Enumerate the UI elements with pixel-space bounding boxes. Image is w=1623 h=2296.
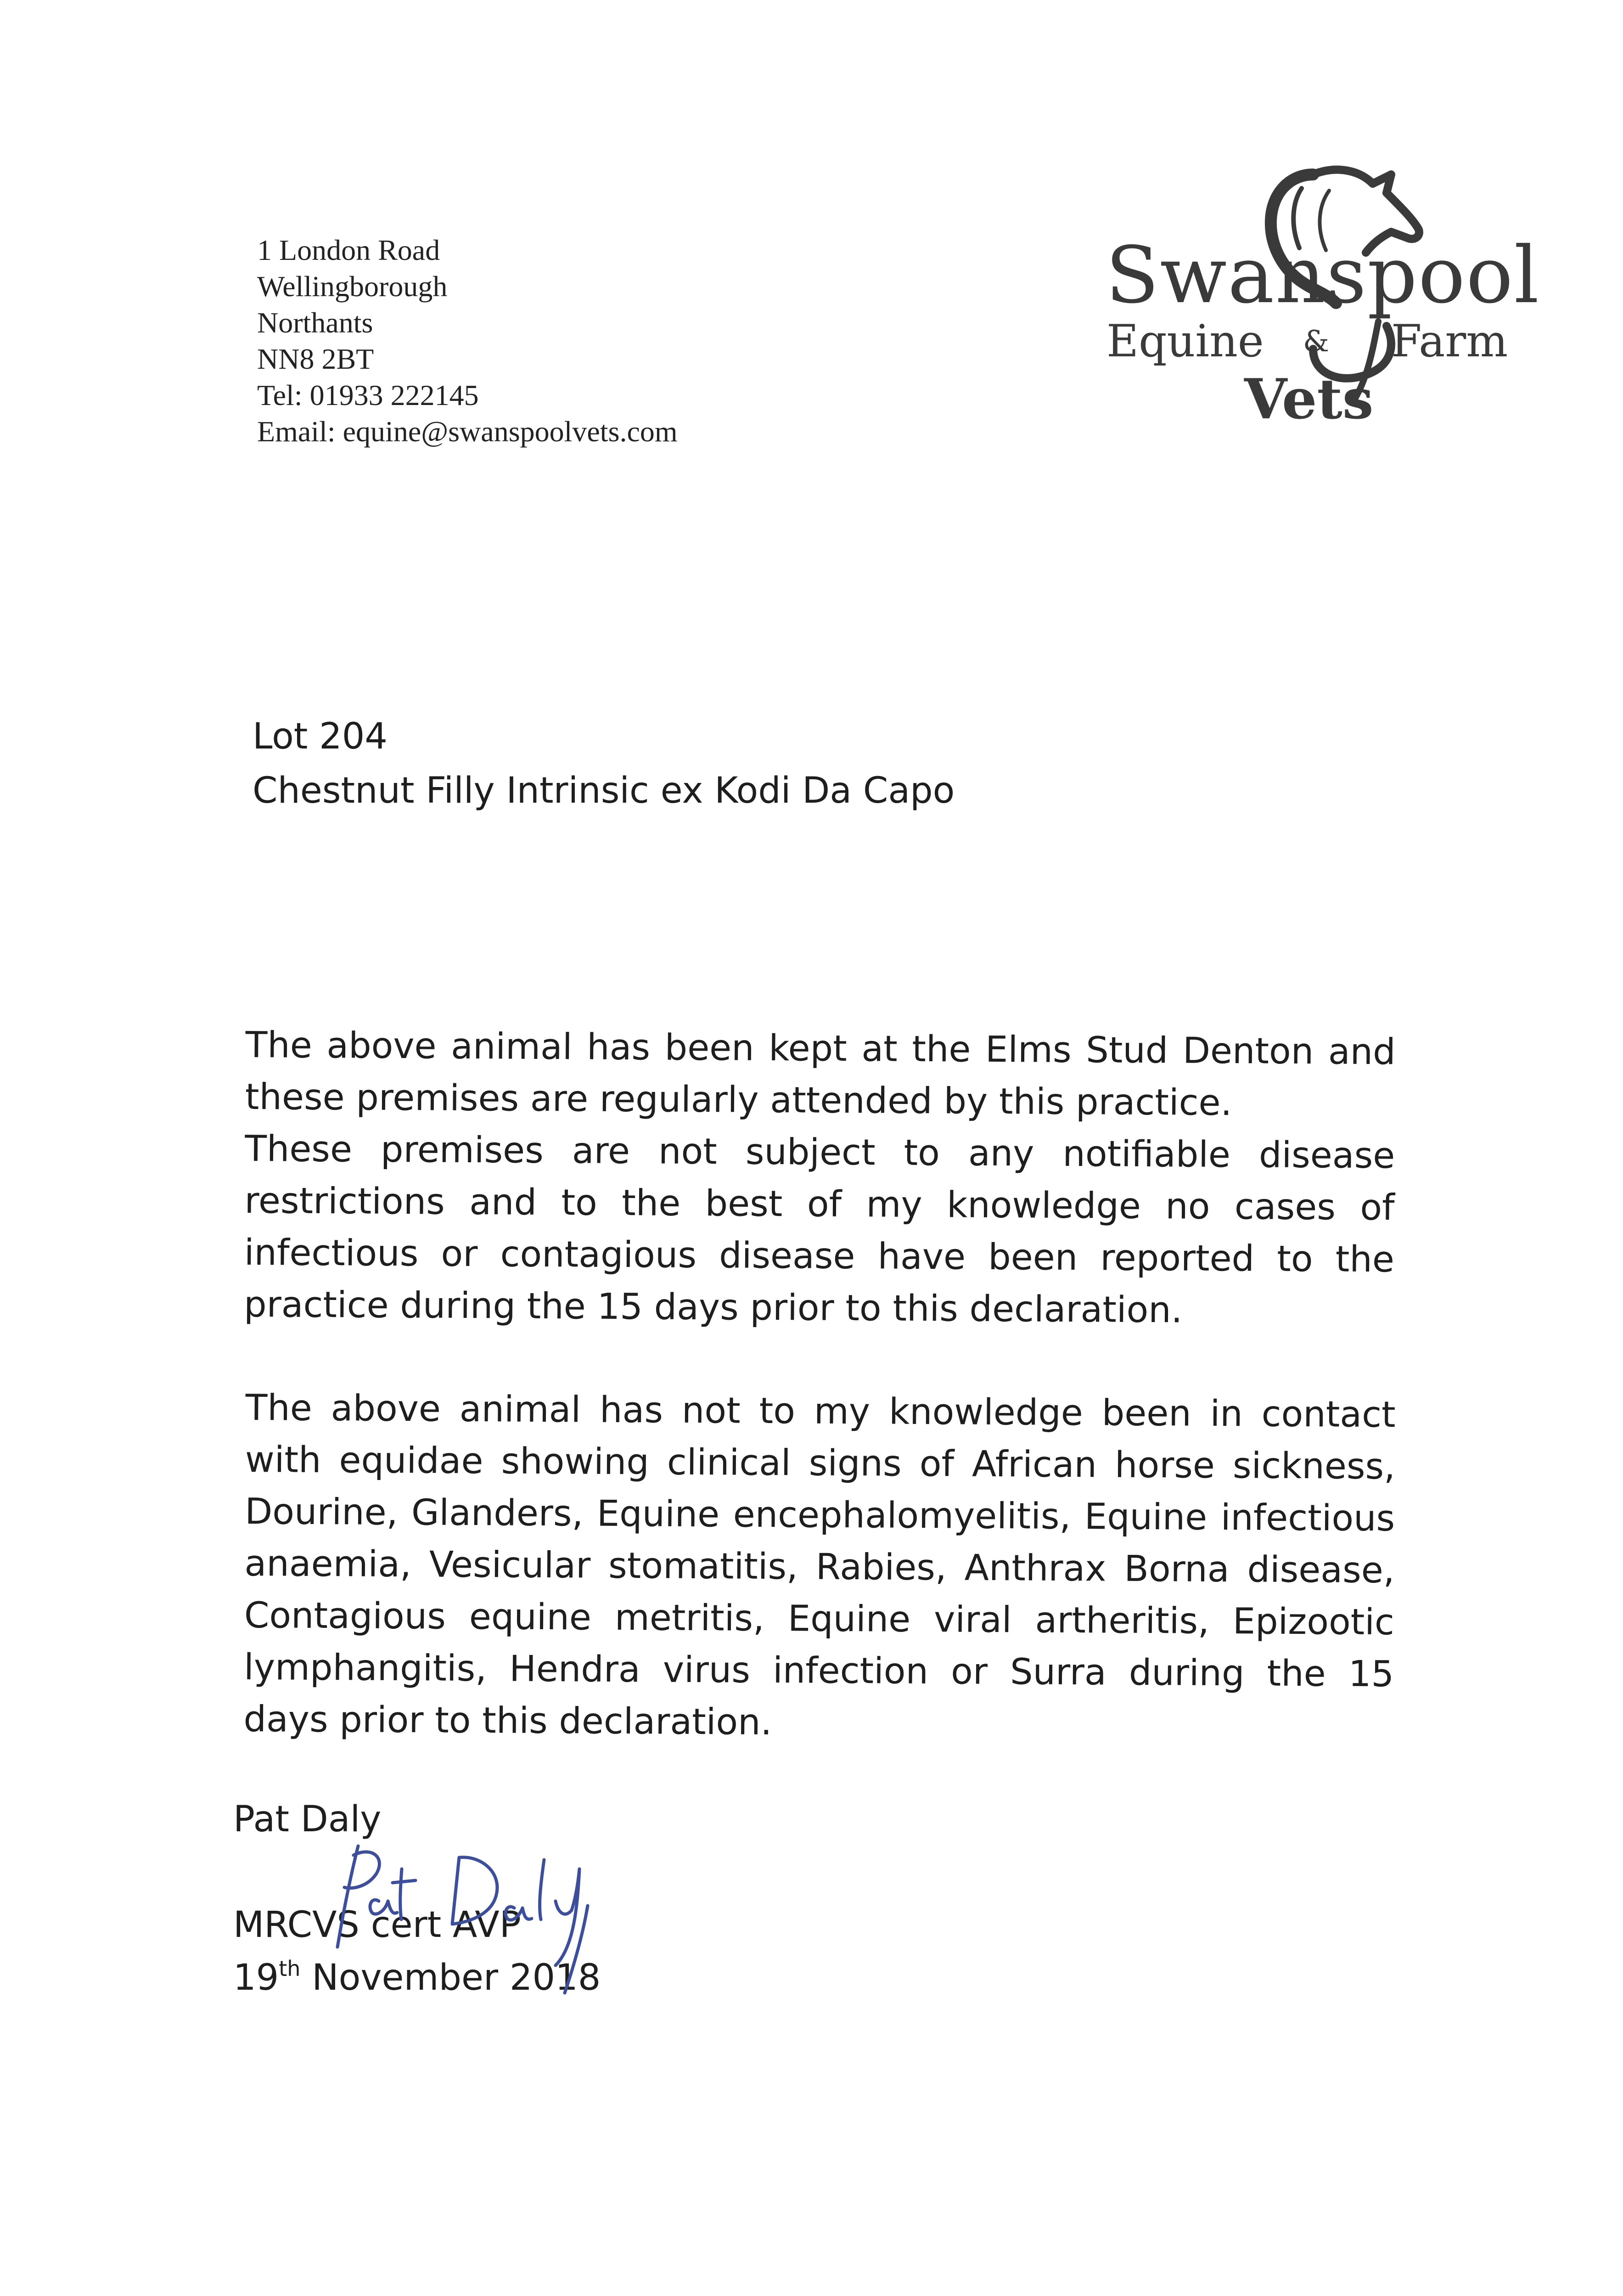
logo-practice-name: Swanspool xyxy=(1106,230,1540,321)
address-line-street: 1 London Road xyxy=(257,234,440,266)
declaration-paragraph-premises xyxy=(244,1019,1396,1338)
handwritten-signature xyxy=(298,1814,629,2007)
logo-vets-word: Vets xyxy=(1244,367,1374,432)
address-line-postcode: NN8 2BT xyxy=(257,343,374,375)
date-day: 19 xyxy=(233,1957,279,1998)
practice-logo xyxy=(1097,156,1540,441)
logo-farm-word: Farm xyxy=(1391,315,1508,367)
declaration-premises-sentence: The above animal has been kept at the Elms Stud Denton and these premises are regularly attended by this practice. xyxy=(245,1024,1396,1124)
declaration-paragraph-contact xyxy=(243,1382,1396,1752)
declaration-contact-sentence: The above animal has not to my knowledge been in contact with equidae showing clinical signs of African horse sickness, Dourine, Glanders, Equine encephalomyelitis, Equine infectious anaemia, Vesicular stomatitis, Rabies, Anthrax Borna disease, Contagious equine metritis, Equine viral artheritis, Epizootic lymphangitis, Hendra virus infection or Surra during the 15 days prior to this declaration. xyxy=(243,1387,1396,1744)
sender-address xyxy=(257,232,678,450)
address-line-county: Northants xyxy=(257,306,373,339)
address-line-email: Email: equine@swanspoolvets.com xyxy=(257,415,678,448)
lot-number: Lot 204 xyxy=(253,716,388,757)
address-line-town: Wellingborough xyxy=(257,270,448,303)
logo-equine-word: Equine xyxy=(1106,315,1264,367)
address-line-telephone: Tel: 01933 222145 xyxy=(257,379,479,411)
signatory-name: Pat Daly xyxy=(233,1799,382,1840)
signatory-title: MRCVS cert AVP xyxy=(233,1904,521,1946)
declaration-restrictions-sentence: These premises are not subject to any notifiable disease restrictions and to the best of my knowledge no cases of infectious or contagious disease have been reported to the practice during the 15 days prior to this declaration. xyxy=(243,1128,1395,1331)
lot-description: Chestnut Filly Intrinsic ex Kodi Da Capo xyxy=(253,770,955,811)
date-suffix: th xyxy=(279,1956,301,1981)
logo-ampersand: & xyxy=(1303,325,1329,359)
date-month-year: November 2018 xyxy=(300,1957,601,1998)
lot-reference xyxy=(253,709,955,818)
